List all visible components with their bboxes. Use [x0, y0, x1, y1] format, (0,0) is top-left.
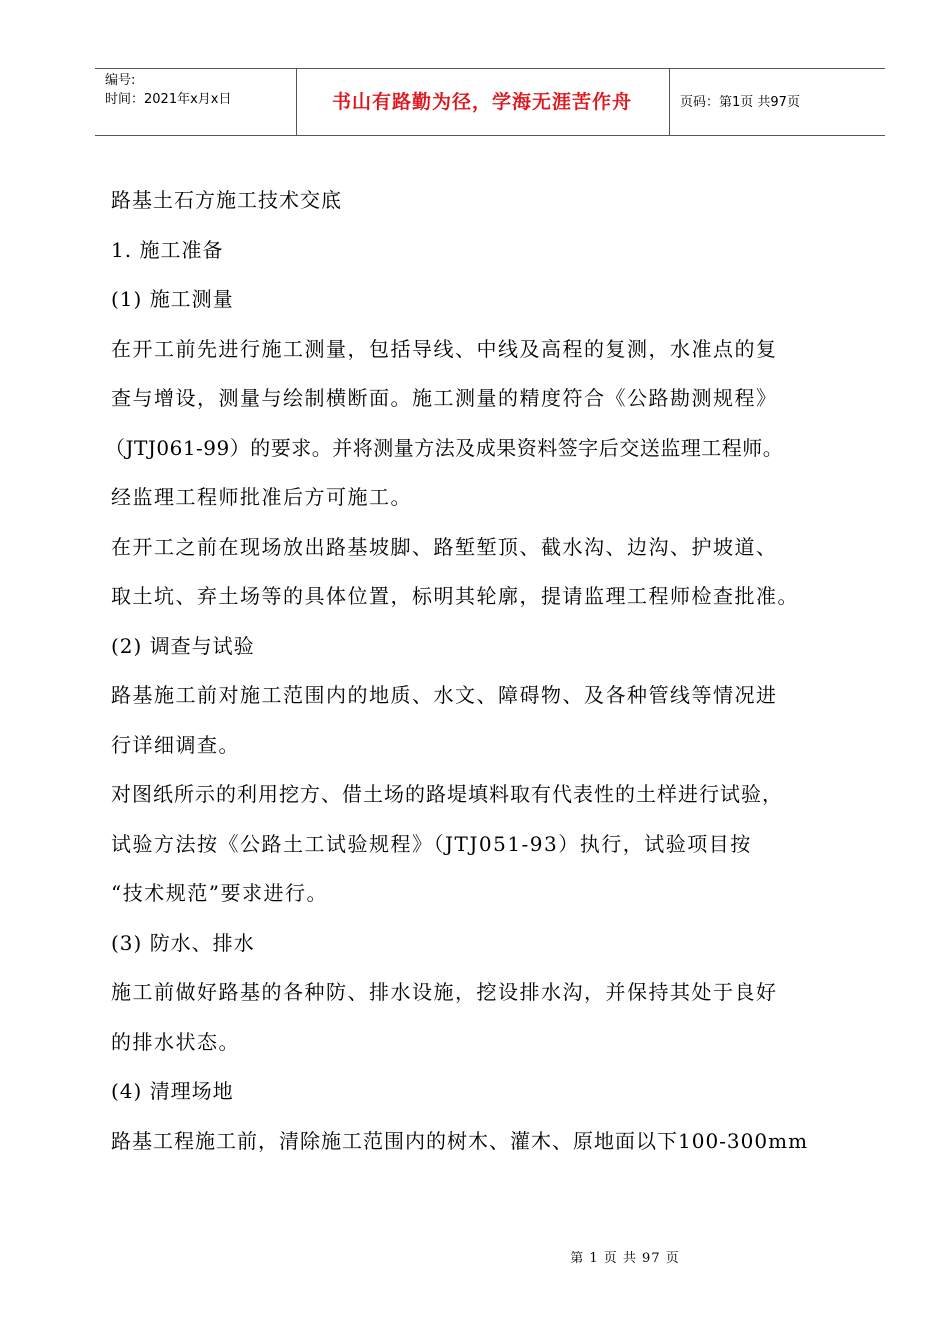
header-motto: 书山有路勤为径，学海无涯苦作舟 [331, 91, 632, 113]
header-meta [105, 71, 295, 109]
paragraph-line: “技术规范”要求进行。 [111, 881, 328, 905]
paragraph-line: 路基施工前对施工范围内的地质、水文、障碍物、及各种管线等情况进 [111, 683, 778, 707]
header-time-label: 时间：2021年x月x日 [105, 92, 232, 107]
page-footer: 第 1 页 共 97 页 [570, 1251, 680, 1266]
subsection-heading: (1) 施工测量 [111, 287, 234, 311]
paragraph-line: 试验方法按《公路土工试验规程》（JTJ051-93）执行，试验项目按 [111, 831, 752, 856]
header-number-label: 编号: [105, 73, 136, 88]
paragraph-line: 路基工程施工前，清除施工范围内的树木、灌木、原地面以下100-300mm [111, 1128, 809, 1153]
paragraph-line: 行详细调查。 [111, 732, 240, 757]
subsection-heading: (3) 防水、排水 [111, 930, 255, 955]
section-heading: 1. 施工准备 [111, 237, 224, 262]
paragraph-line: 施工前做好路基的各种防、排水设施，挖设排水沟，并保持其处于良好 [111, 980, 778, 1004]
paragraph-line: 的排水状态。 [111, 1029, 240, 1054]
paragraph-line: 在开工之前在现场放出路基坡脚、路堑堑顶、截水沟、边沟、护坡道、 [111, 534, 778, 559]
paragraph-line: 在开工前先进行施工测量，包括导线、中线及高程的复测，水准点的复 [111, 336, 778, 361]
document-title: 路基土石方施工技术交底 [111, 188, 342, 212]
page-header [95, 68, 885, 136]
header-page-label: 页码：第1页 共97页 [680, 95, 800, 110]
document-body [105, 176, 881, 1166]
paragraph-line: 查与增设，测量与绘制横断面。施工测量的精度符合《公路勘测规程》 [111, 386, 778, 410]
paragraph-line: 取土坑、弃土场等的具体位置，标明其轮廓，提请监理工程师检查批准。 [111, 584, 799, 608]
paragraph-line: 经监理工程师批准后方可施工。 [111, 485, 412, 509]
subsection-heading: (4) 清理场地 [111, 1079, 234, 1103]
paragraph-line: （JTJ061-99）的要求。并将测量方法及成果资料签字后交送监理工程师。 [105, 435, 784, 460]
paragraph-line: 对图纸所示的利用挖方、借土场的路堤填料取有代表性的土样进行试验， [111, 782, 783, 806]
header-divider [669, 69, 670, 135]
subsection-heading: (2) 调查与试验 [111, 633, 255, 658]
